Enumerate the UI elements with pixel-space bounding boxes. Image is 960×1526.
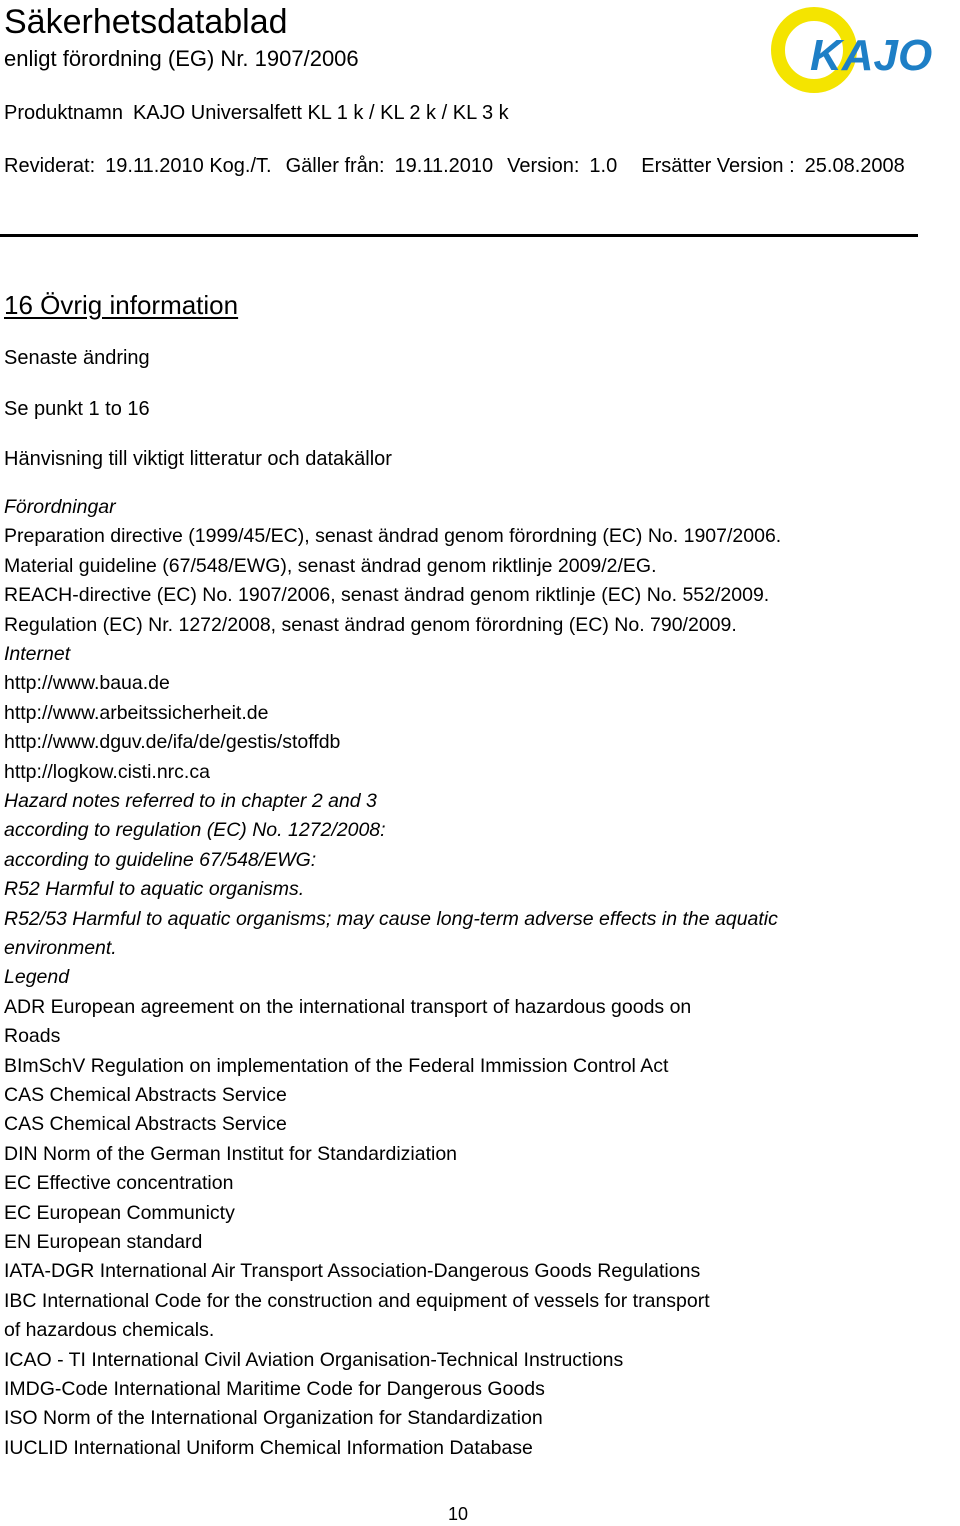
text-line: DIN Norm of the German Institut for Standardiziation xyxy=(4,1142,458,1165)
italic-text-line: according to guideline 67/548/EWG: xyxy=(4,848,317,871)
text-line: Regulation (EC) Nr. 1272/2008, senast ändrad genom förordning (EC) No. 790/2009. xyxy=(4,613,737,636)
logo-text: KAJO xyxy=(810,31,933,80)
product-line xyxy=(4,100,509,126)
references-heading: Hänvisning till viktigt litteratur och datakällor xyxy=(4,448,392,470)
latest-change-heading: Senaste ändring xyxy=(4,347,150,369)
kajo-logo xyxy=(768,4,958,96)
revised-value: 19.11.2010 Kog./T. xyxy=(105,155,272,177)
replaces-value: 25.08.2008 xyxy=(804,155,905,177)
text-line: http://www.dguv.de/ifa/de/gestis/stoffdb xyxy=(4,731,341,754)
text-line: Preparation directive (1999/45/EC), senast ändrad genom förordning (EC) No. 1907/2006. xyxy=(4,525,782,548)
italic-text-line: environment. xyxy=(4,937,117,959)
revision-line xyxy=(4,153,905,179)
text-line: BImSchV Regulation on implementation of the Federal Immission Control Act xyxy=(4,1054,669,1077)
text-line: EC Effective concentration xyxy=(4,1172,234,1195)
text-line: IMDG-Code International Maritime Code for Dangerous Goods xyxy=(4,1378,545,1400)
text-line: IATA-DGR International Air Transport Association-Dangerous Goods Regulations xyxy=(4,1260,701,1283)
valid-from-value: 19.11.2010 xyxy=(394,155,494,177)
section-title: 16 Övrig information xyxy=(4,290,239,320)
italic-text-line: Hazard notes referred to in chapter 2 and 3 xyxy=(4,790,377,812)
italic-text-line: Internet xyxy=(4,643,71,665)
latest-change-text: Se punkt 1 to 16 xyxy=(4,398,150,420)
version-label: Version: xyxy=(507,155,580,177)
text-line: EN European standard xyxy=(4,1231,203,1253)
italic-text-line: according to regulation (EC) No. 1272/2008: xyxy=(4,819,386,842)
text-line: http://www.arbeitssicherheit.de xyxy=(4,701,269,724)
text-line: IBC International Code for the construction and equipment of vessels for transport xyxy=(4,1289,710,1312)
italic-text-line: R52/53 Harmful to aquatic organisms; may cause long-term adverse effects in the aquatic xyxy=(4,907,778,930)
text-line: Material guideline (67/548/EWG), senast ändrad genom riktlinje 2009/2/EG. xyxy=(4,554,657,577)
page-number: 10 xyxy=(448,1504,469,1524)
text-line: http://logkow.cisti.nrc.ca xyxy=(4,760,210,783)
text-line: of hazardous chemicals. xyxy=(4,1319,215,1342)
text-line: CAS Chemical Abstracts Service xyxy=(4,1113,287,1136)
text-line: CAS Chemical Abstracts Service xyxy=(4,1084,287,1106)
italic-text-line: Legend xyxy=(4,966,70,989)
text-line: Roads xyxy=(4,1025,61,1048)
product-name: KAJO Universalfett KL 1 k / KL 2 k / KL 3 k xyxy=(132,102,509,124)
text-line: IUCLID International Uniform Chemical Information Database xyxy=(4,1436,533,1459)
text-line: ISO Norm of the International Organization for Standardization xyxy=(4,1407,543,1430)
version-value: 1.0 xyxy=(589,155,618,177)
italic-text-line: R52 Harmful to aquatic organisms. xyxy=(4,878,305,901)
product-label: Produktnamn xyxy=(4,102,123,124)
header-divider xyxy=(0,234,918,237)
text-line: http://www.baua.de xyxy=(4,672,170,695)
regulation-subtitle: enligt förordning (EG) Nr. 1907/2006 xyxy=(4,46,359,71)
document-title: Säkerhetsdatablad xyxy=(4,3,288,41)
text-line: ADR European agreement on the international transport of hazardous goods on xyxy=(4,995,692,1018)
text-line: ICAO - TI International Civil Aviation Organisation-Technical Instructions xyxy=(4,1348,624,1371)
text-line: REACH-directive (EC) No. 1907/2006, senast ändrad genom riktlinje (EC) No. 552/2009. xyxy=(4,584,770,607)
revised-label: Reviderat: xyxy=(4,155,96,177)
italic-text-line: Förordningar xyxy=(4,496,116,518)
valid-from-label: Gäller från: xyxy=(285,155,385,177)
text-line: EC European Communicty xyxy=(4,1201,235,1224)
replaces-label: Ersätter Version : xyxy=(641,155,795,177)
